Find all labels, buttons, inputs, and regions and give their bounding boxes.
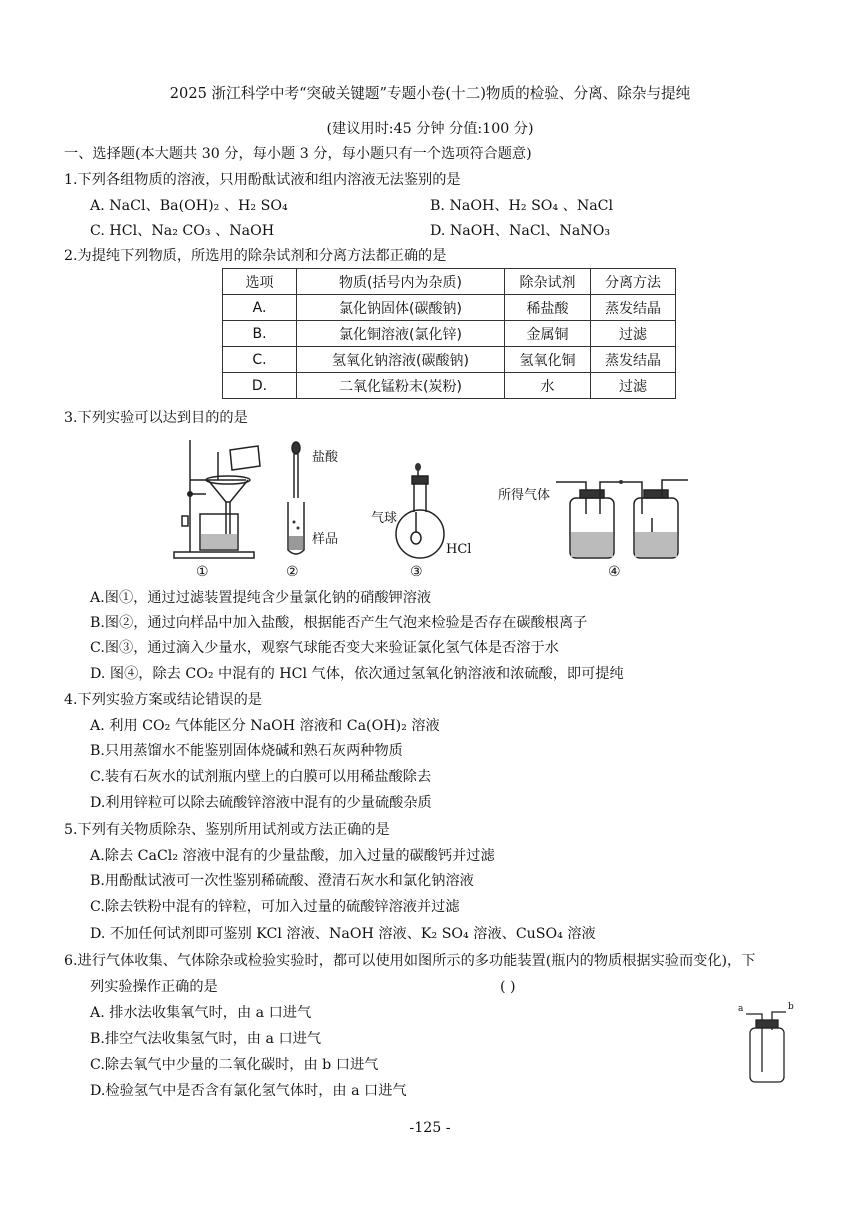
question-6-stem: 6.进行气体收集、气体除杂或检验实验时，都可以使用如图所示的多功能装置(瓶内的物质根据实验而变化)，下 (64, 953, 756, 969)
dropper-test-tube-figure (282, 440, 312, 560)
question-1-option-c: C. HCl、Na₂ CO₃ 、NaOH (90, 223, 275, 239)
question-4-option-b: B.只用蒸馏水不能鉴别固体烧碱和熟石灰两种物质 (90, 743, 403, 759)
filtration-apparatus-figure (168, 432, 268, 582)
question-6-stem-continued: 列实验操作正确的是 (90, 979, 218, 995)
table-cell: 稀盐酸 (505, 295, 591, 321)
question-1-stem: 1.下列各组物质的溶液，只用酚酞试液和组内溶液无法鉴别的是 (64, 172, 461, 188)
figure-number-3: ③ (410, 564, 423, 580)
question-3-option-b: B.图②，通过向样品中加入盐酸，根据能否产生气泡来检验是否存在碳酸根离子 (90, 615, 588, 631)
label-port-b: b (788, 1002, 794, 1012)
question-3-option-d: D. 图④，除去 CO₂ 中混有的 HCl 气体，依次通过氢氧化钠溶液和浓硫酸，即可提纯 (90, 666, 624, 682)
label-port-a: a (738, 1004, 744, 1014)
page-title: 2025 浙江科学中考“突破关键题”专题小卷(十二)物质的检验、分离、除杂与提纯 (169, 85, 691, 102)
table-cell: D. (223, 373, 297, 399)
table-cell: C. (223, 347, 297, 373)
table-cell: 水 (505, 373, 591, 399)
question-2-table (222, 268, 676, 399)
question-3-option-a: A.图①，通过过滤装置提纯含少量氯化钠的硝酸钾溶液 (90, 590, 432, 606)
question-3-stem: 3.下列实验可以达到目的的是 (64, 410, 248, 426)
table-row (223, 347, 676, 373)
table-cell: 蒸发结晶 (591, 347, 676, 373)
flask-balloon-figure (390, 462, 450, 562)
figure-number-2: ② (286, 564, 299, 580)
question-2-stem: 2.为提纯下列物质，所选用的除杂试剂和分离方法都正确的是 (64, 248, 447, 264)
label-balloon: 气球 (371, 511, 398, 526)
question-4-option-a: A. 利用 CO₂ 气体能区分 NaOH 溶液和 Ca(OH)₂ 溶液 (90, 718, 440, 734)
question-6-option-d: D.检验氢气中是否含有氯化氢气体时，由 a 口进气 (90, 1083, 407, 1099)
question-4-option-d: D.利用锌粒可以除去硫酸锌溶液中混有的少量硫酸杂质 (90, 795, 432, 811)
question-5-stem: 5.下列有关物质除杂、鉴别所用试剂或方法正确的是 (64, 822, 390, 838)
figure-number-4: ④ (608, 564, 621, 580)
table-cell: 蒸发结晶 (591, 295, 676, 321)
wash-bottles-figure (556, 474, 696, 564)
table-cell: 过滤 (591, 373, 676, 399)
question-6-option-a: A. 排水法收集氧气时，由 a 口进气 (90, 1005, 312, 1021)
table-cell: 氯化铜溶液(氯化锌) (297, 321, 505, 347)
table-row (223, 295, 676, 321)
table-cell: A. (223, 295, 297, 321)
question-3-option-c: C.图③，通过滴入少量水，观察气球能否变大来验证氯化氢气体是否溶于水 (90, 640, 559, 656)
page-subtitle: (建议用时:45 分钟 分值:100 分) (326, 121, 534, 137)
table-row (223, 321, 676, 347)
question-6-option-b: B.排空气法收集氢气时，由 a 口进气 (90, 1031, 322, 1047)
question-5-option-a: A.除去 CaCl₂ 溶液中混有的少量盐酸，加入过量的碳酸钙并过滤 (90, 848, 495, 864)
table-cell: 氢氧化铜 (505, 347, 591, 373)
label-hydrochloric-acid: 盐酸 (312, 450, 339, 465)
question-6-option-c: C.除去氧气中少量的二氧化碳时，由 b 口进气 (90, 1057, 379, 1073)
table-cell: 过滤 (591, 321, 676, 347)
table-header-cell: 分离方法 (591, 269, 676, 295)
table-header-row (223, 269, 676, 295)
table-cell: B. (223, 321, 297, 347)
question-1-option-a: A. NaCl、Ba(OH)₂ 、H₂ SO₄ (90, 198, 288, 214)
answer-parentheses: ( ) (500, 979, 516, 995)
label-collected-gas: 所得气体 (498, 488, 551, 503)
multifunction-bottle-figure (740, 1006, 800, 1086)
question-4-stem: 4.下列实验方案或结论错误的是 (64, 692, 262, 708)
table-header-cell: 物质(括号内为杂质) (297, 269, 505, 295)
figure-number-1: ① (196, 564, 209, 580)
question-5-option-b: B.用酚酞试液可一次性鉴别稀硫酸、澄清石灰水和氯化钠溶液 (90, 873, 474, 889)
question-5-option-c: C.除去铁粉中混有的锌粒，可加入过量的硫酸锌溶液并过滤 (90, 899, 460, 915)
table-cell: 氢氧化钠溶液(碳酸钠) (297, 347, 505, 373)
table-cell: 金属铜 (505, 321, 591, 347)
table-row (223, 373, 676, 399)
section-heading: 一、选择题(本大题共 30 分，每小题 3 分，每小题只有一个选项符合题意) (64, 146, 532, 162)
label-hcl: HCl (446, 542, 472, 557)
question-1-option-b: B. NaOH、H₂ SO₄ 、NaCl (430, 198, 614, 214)
question-1-option-d: D. NaOH、NaCl、NaNO₃ (430, 223, 611, 239)
question-5-option-d: D. 不加任何试剂即可鉴别 KCl 溶液、NaOH 溶液、K₂ SO₄ 溶液、CuSO₄ 溶液 (90, 926, 596, 942)
label-sample: 样品 (312, 532, 339, 547)
page-number: -125 - (409, 1120, 451, 1136)
table-header-cell: 选项 (223, 269, 297, 295)
table-cell: 二氧化锰粉末(炭粉) (297, 373, 505, 399)
table-header-cell: 除杂试剂 (505, 269, 591, 295)
question-4-option-c: C.装有石灰水的试剂瓶内壁上的白膜可以用稀盐酸除去 (90, 769, 432, 785)
table-cell: 氯化钠固体(碳酸钠) (297, 295, 505, 321)
